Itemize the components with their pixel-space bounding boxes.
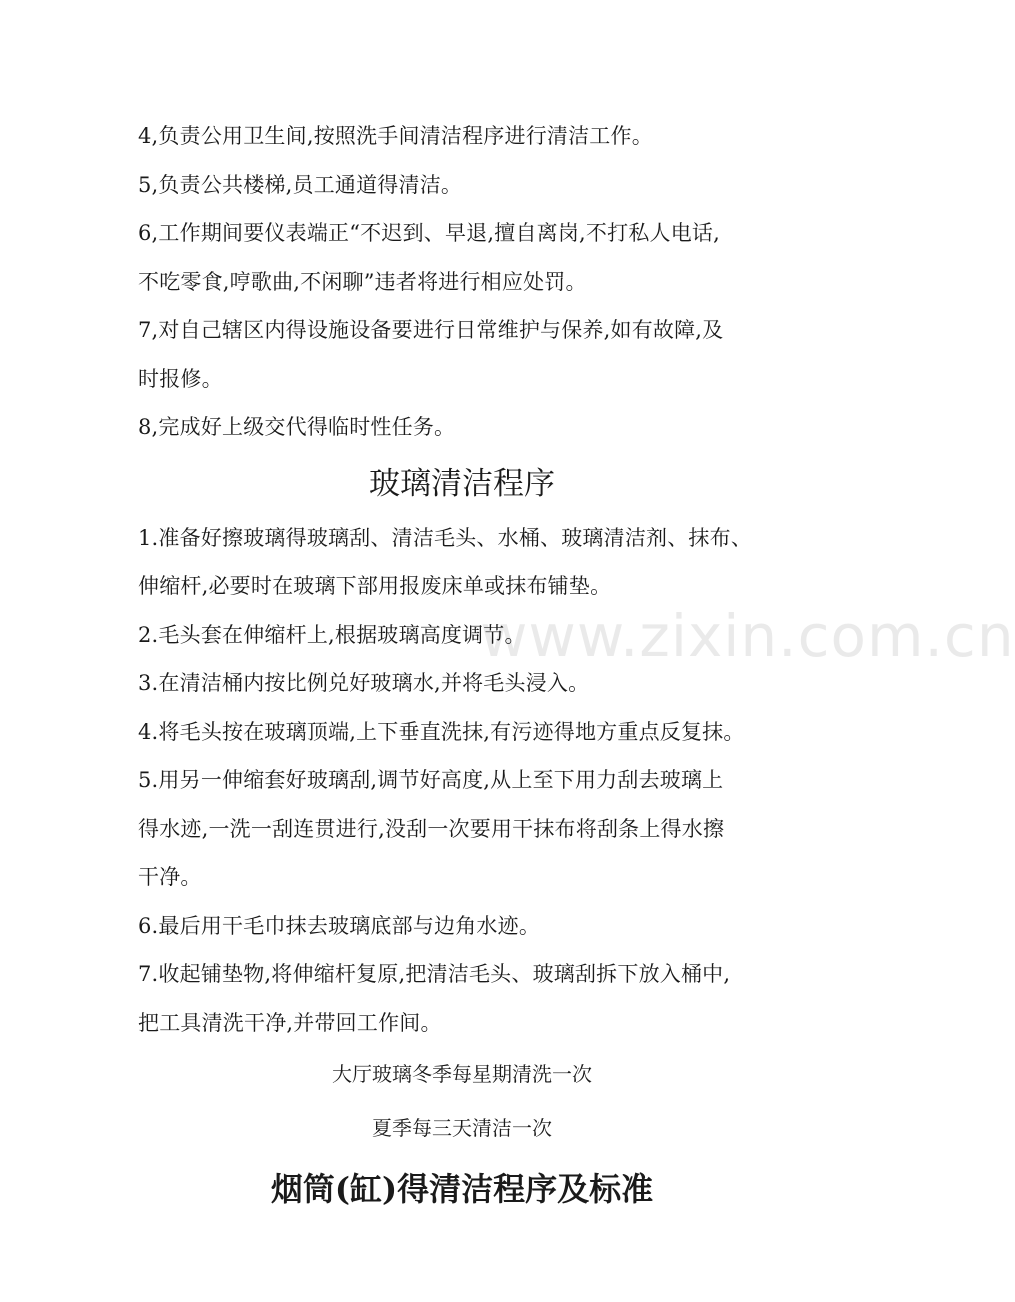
duty-line: 5,负责公共楼梯,员工通道得清洁。 [138,172,463,197]
step-line: 6.最后用干毛巾抹去玻璃底部与边角水迹。 [138,913,541,938]
glass-cleaning-steps [138,514,786,1048]
duty-line: 8,完成好上级交代得临时性任务。 [138,415,456,439]
step-line: 4.将毛头按在玻璃顶端,上下垂直洗抹,有污迹得地方重点反复抹。 [138,719,745,744]
step-line: 伸缩杆,必要时在玻璃下部用报废床单或抹布铺垫。 [138,574,612,598]
ashtray-cleaning-heading: 烟筒(缸)得清洁程序及标准 [270,1170,654,1208]
step-line: 3.在清洁桶内按比例兑好玻璃水,并将毛头浸入。 [138,671,590,695]
duty-line: 4,负责公用卫生间,按照洗手间清洁程序进行清洁工作。 [138,124,653,148]
schedule-note-winter: 大厅玻璃冬季每星期清洗一次 [332,1062,592,1086]
watermark: www.zixin.com.cn [480,602,1015,670]
step-line: 得水迹,一洗一刮连贯进行,没刮一次要用干抹布将刮条上得水擦 [138,816,725,841]
step-line: 5.用另一伸缩套好玻璃刮,调节好高度,从上至下用力刮去玻璃上 [138,768,724,792]
step-line: 干净。 [138,865,202,889]
duties-list [138,112,786,452]
step-line: 把工具清洗干净,并带回工作间。 [138,1010,442,1035]
step-line: 7.收起铺垫物,将伸缩杆复原,把清洁毛头、玻璃刮拆下放入桶中, [138,962,731,986]
duty-line: 7,对自己辖区内得设施设备要进行日常维护与保养,如有故障,及 [138,318,724,342]
document-content [138,112,786,1221]
glass-cleaning-heading: 玻璃清洁程序 [369,465,555,502]
duty-line: 时报修。 [138,366,223,391]
step-line: 2.毛头套在伸缩杆上,根据玻璃高度调节。 [138,622,526,647]
duty-line: 不吃零食,哼歌曲,不闲聊”违者将进行相应处罚。 [138,269,587,294]
schedule-note-summer: 夏季每三天清洁一次 [372,1116,552,1140]
duty-line: 6,工作期间要仪表端正“不迟到、早退,擅自离岗,不打私人电话, [138,221,720,245]
step-line: 1.准备好擦玻璃得玻璃刮、清洁毛头、水桶、玻璃清洁剂、抹布、 [138,525,753,550]
